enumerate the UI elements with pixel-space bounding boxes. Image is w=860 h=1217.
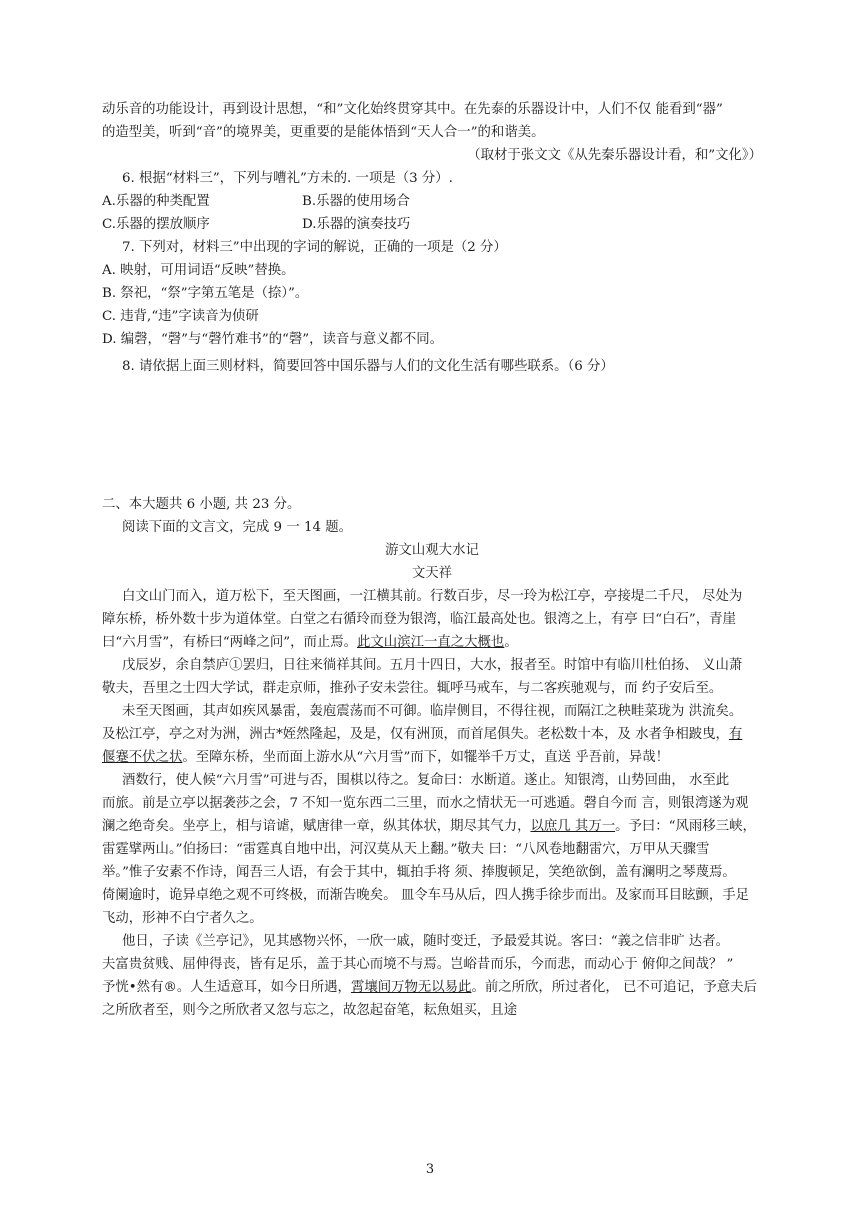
essay-text: 澜之绝奇矣。坐亭上，相与谙谑，赋唐律一章，纵其体状，期尽其气力， xyxy=(102,819,531,834)
essay-author: 文天祥 xyxy=(411,566,453,581)
option-a: A.乐器的种类配置 xyxy=(102,194,210,209)
section-instruction: 阅读下面的文言文，完成 9 一 14 题。 xyxy=(122,520,353,535)
essay-line: 白文山门而入，道万松下，至天图画，一江横其前。行数百步，尽一玲为松江亭，亭接堤二千尺， 尽处为 xyxy=(122,589,743,604)
essay-line: 举。”惟子安素不作诗，闻吾三人语，有会于其中，辄拍手将 须、捧腹顿足，笑绝欲倒，盖有澜明之琴蔑焉。 xyxy=(102,865,736,880)
option-row xyxy=(102,213,762,236)
option-b: B. 祭祀，“祭”字第五笔是（捺）”。 xyxy=(102,286,309,301)
essay-line: 未至天图画，其声如疾风暴雷，轰庖震荡而不可御。临岸侧目，不得往视，而隔江之秧畦菜珑为 洪流矣。 xyxy=(122,704,743,719)
essay-line: 障东桥，桥外数十步为道体堂。白堂之右循玲而登为银湾，临江最高处也。银湾之上，有亭 曰“白石”，青崖 xyxy=(102,612,736,627)
section-2-header xyxy=(102,493,762,585)
essay-line: 之所欣者至，则今之所欣者又忽与忘之，故忽起奋笔，耘魚姐买，且途 xyxy=(102,1003,518,1018)
essay-body xyxy=(102,585,762,1022)
page-number: 3 xyxy=(425,1162,435,1177)
question-stem: 7. 下列对，材料三”中出现的字词的解说，正确的一项是（2 分） xyxy=(122,240,507,255)
essay-line: 他日，子读《兰亭记》，见其感物兴怀，一欣一戚，随时变迁，予最爱其说。客曰：“義之信非旷 达者。 xyxy=(122,934,729,949)
underlined-phrase: 霄壤间万物无以易此 xyxy=(350,980,472,995)
option-c: C.乐器的摆放顺序 xyxy=(102,217,210,232)
essay-title: 游文山观大水记 xyxy=(385,543,479,558)
essay-text: 及松江亭，亭之对为洲，洲古*姪然隆起，及是，仅有洲顶，而首尾俱失。老松数十本，及 水者争相跛曳， xyxy=(102,727,729,742)
essay-text: 。至障东桥，坐而面上游水从“六月雪”而下，如犤举千万丈，直送 乎吾前，异哉！ xyxy=(182,750,669,765)
section-heading: 二、本大题共 6 小题, 共 23 分。 xyxy=(102,497,301,512)
essay-text: 曰“六月雪”，有桥曰“两峰之问”，而止焉。 xyxy=(102,635,358,650)
essay-line xyxy=(102,746,762,769)
option-d: D.乐器的演奏技巧 xyxy=(302,217,411,232)
essay-line: 敬夫，吾里之士四大学试，群走京师，推孙子安未尝往。辄呼马戒车，与二客疾驰观与，而 约子安后至。 xyxy=(102,681,723,696)
underlined-phrase: 以庶几 其万一 xyxy=(530,819,616,834)
essay-text: 。予曰：“风雨移三峡， xyxy=(615,819,756,834)
question-8 xyxy=(102,355,762,378)
option-a: A. 映射，可用词语“反映”替换。 xyxy=(102,263,295,278)
passage-continuation xyxy=(102,98,762,167)
option-c: C. 违背,“违”字读音为侦研 xyxy=(102,309,259,324)
underlined-phrase: 有 xyxy=(728,727,743,742)
essay-text: 予恍•然有®。人生适意耳，如今日所遇， xyxy=(102,980,351,995)
question-stem: 8. 请依据上面三则材料，简要回答中国乐器与人们的文化生活有哪些联系。（6 分） xyxy=(122,359,614,374)
passage-line: 的造型美，听到“音”的境界美，更重要的是能体悟到“天人合一”的和谐美。 xyxy=(102,125,545,140)
essay-line: 而旅。前是立亭以据袭莎之会，7 不知一览东西二三里，而水之情状无一可逃遁。磬自今而 言，则银湾遂为观 xyxy=(102,796,749,811)
essay-line: 戊辰岁，余自禁庐①罢归，日往来徜祥其间。五月十四日，大水，报者至。时馆中有临川杜伯扬、 义山萧 xyxy=(122,658,743,673)
option-d: D. 编磬，“磬”与“磬竹难书”的“磬”，读音与意义都不同。 xyxy=(102,332,444,347)
passage-source: （取材于张文文《从先秦乐器设计看，和”文化》） xyxy=(467,148,762,163)
essay-text: 。前之所欣，所过者化， 已不可追记，予意夫后 xyxy=(471,980,757,995)
question-stem: 6. 根据“材料三”，下列与嘈礼”方未的. 一项是（3 分）. xyxy=(122,171,453,186)
essay-line: 夫富贵贫贱、屈伸得丧，皆有足乐，盖于其心而境不与焉。岂峪昔而乐，今而悲，而动心于 俯仰之间哉？ ” xyxy=(102,957,734,972)
essay-line xyxy=(102,976,762,999)
underlined-phrase: 偃蹇不伏之状 xyxy=(102,750,183,765)
essay-line xyxy=(102,631,762,654)
option-row xyxy=(102,190,762,213)
essay-text: 。 xyxy=(504,635,518,650)
essay-line: 雷霆擘两山。”伯扬曰：“雷霆真自地中出，河汉莫从天上翻。”敬夫 曰：“八风卷地翻雷穴，万甲从天骤雪 xyxy=(102,842,710,857)
question-6 xyxy=(102,167,762,236)
question-7 xyxy=(102,236,762,351)
underlined-phrase: 此文山滨江一直之大概也 xyxy=(357,635,505,650)
essay-line: 倚阑逾时，诡异卓绝之观不可终极，而渐告晚矣。 皿令车马从后，四人携手徐步而出。及家而耳目眩颤，手足 xyxy=(102,888,750,903)
option-b: B.乐器的使用场合 xyxy=(302,194,410,209)
essay-line xyxy=(102,723,762,746)
essay-line: 酒数行，使人候“六月雪”可进与否，围棋以待之。复命曰：水断道。遂止。知银湾，山势回曲， 水至此 xyxy=(122,773,730,788)
essay-line: 飞动，形神不白宁者久之。 xyxy=(102,911,263,926)
passage-line: 动乐音的功能设计，再到设计思想，“和”文化始终贯穿其中。在先泰的乐器设计中，人们不仅 能看到“器” xyxy=(102,102,723,117)
essay-line xyxy=(102,815,762,838)
